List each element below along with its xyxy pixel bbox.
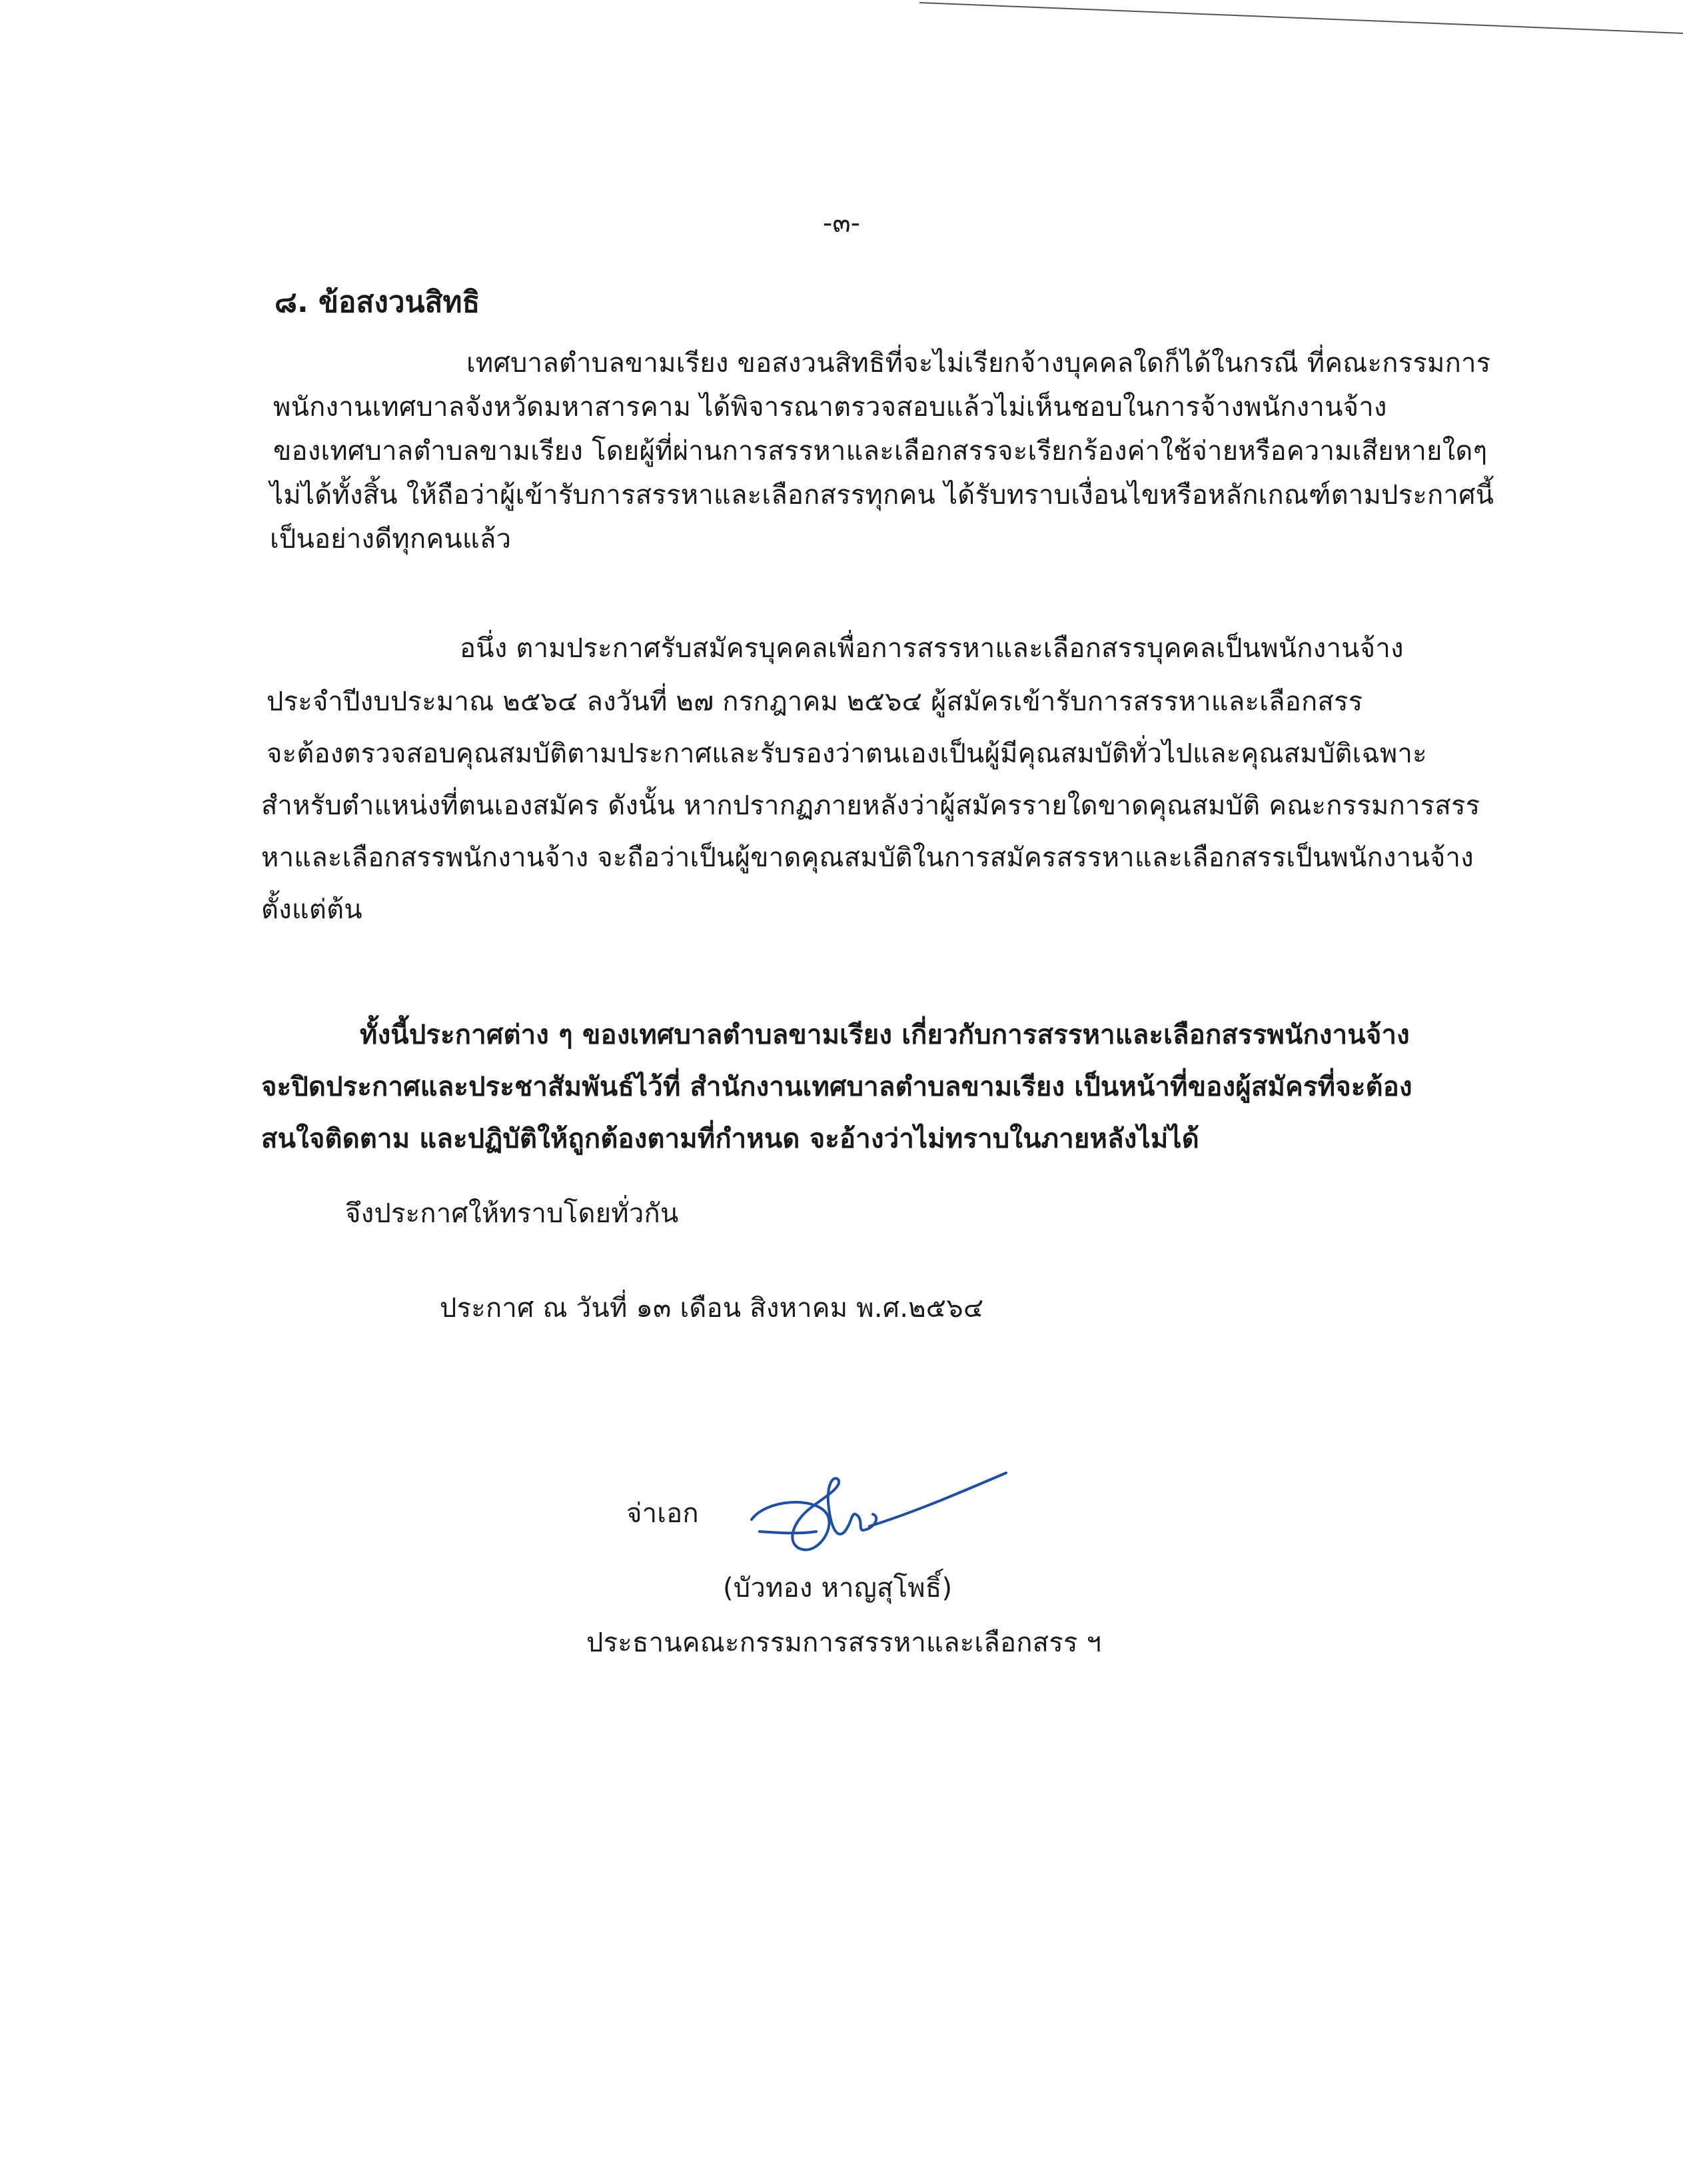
page-number: -๓-	[822, 208, 861, 239]
paragraph-line: ไม่ได้ทั้งสิ้น ให้ถือว่าผู้เข้ารับการสรรหาและเลือกสรรทุกคน ได้รับทราบเงื่อนไขหรือหลักเกณฑ์ตามประกาศนี้	[270, 480, 1494, 511]
paragraph-line: หาและเลือกสรรพนักงานจ้าง จะถือว่าเป็นผู้ขาดคุณสมบัติในการสมัครสรรหาและเลือกสรรเป็นพนักงานจ้าง	[261, 842, 1474, 873]
section-heading: ๘. ข้อสงวนสิทธิ	[275, 285, 480, 319]
paragraph-line: เทศบาลตำบลขามเรียง ขอสงวนสิทธิที่จะไม่เรียกจ้างบุคคลใดก็ได้ในกรณี ที่คณะกรรมการ	[466, 348, 1491, 379]
paragraph-line: ทั้งนี้ประกาศต่าง ๆ ของเทศบาลตำบลขามเรียง เกี่ยวกับการสรรหาและเลือกสรรพนักงานจ้าง	[360, 1020, 1410, 1050]
date-line: ประกาศ ณ วันที่ ๑๓ เดือน สิงหาคม พ.ศ.๒๕๖๔	[440, 1293, 984, 1324]
signer-name: (บัวทอง หาญสุโพธิ์)	[723, 1573, 953, 1604]
paragraph-line: พนักงานเทศบาลจังหวัดมหาสารคาม ได้พิจารณาตรวจสอบแล้วไม่เห็นชอบในการจ้างพนักงานจ้าง	[273, 392, 1387, 423]
paragraph-line: สนใจติดตาม และปฏิบัติให้ถูกต้องตามที่กำหนด จะอ้างว่าไม่ทราบในภายหลังไม่ได้	[261, 1124, 1199, 1154]
paragraph-line: ประจำปีงบประมาณ ๒๕๖๔ ลงวันที่ ๒๗ กรกฎาคม ๒๕๖๔ ผู้สมัครเข้ารับการสรรหาและเลือกสรร	[267, 686, 1363, 717]
paragraph-line: อนึ่ง ตามประกาศรับสมัครบุคคลเพื่อการสรรหาและเลือกสรรบุคคลเป็นพนักงานจ้าง	[460, 633, 1404, 664]
signer-rank: จ่าเอก	[626, 1498, 699, 1529]
paragraph-line: ตั้งแต่ต้น	[261, 894, 362, 925]
paragraph-line: จะต้องตรวจสอบคุณสมบัติตามประกาศและรับรองว่าตนเองเป็นผู้มีคุณสมบัติทั่วไปและคุณสมบัติเฉพาะ	[267, 738, 1427, 769]
paragraph-line: จะปิดประกาศและประชาสัมพันธ์ไว้ที่ สำนักงานเทศบาลตำบลขามเรียง เป็นหน้าที่ของผู้สมัครที่จะต้อง	[261, 1072, 1412, 1102]
handwritten-signature	[740, 1460, 1019, 1566]
scan-edge-line	[919, 0, 1683, 40]
paragraph-line: เป็นอย่างดีทุกคนแล้ว	[270, 524, 512, 554]
signer-position: ประธานคณะกรรมการสรรหาและเลือกสรร ฯ	[586, 1628, 1102, 1658]
announce-line: จึงประกาศให้ทราบโดยทั่วกัน	[345, 1198, 679, 1229]
paragraph-line: สำหรับตำแหน่งที่ตนเองสมัคร ดังนั้น หากปรากฏภายหลังว่าผู้สมัครรายใดขาดคุณสมบัติ คณะกรรมการสรร	[261, 790, 1480, 821]
paragraph-line: ของเทศบาลตำบลขามเรียง โดยผู้ที่ผ่านการสรรหาและเลือกสรรจะเรียกร้องค่าใช้จ่ายหรือความเสียหายใดๆ	[273, 436, 1488, 467]
